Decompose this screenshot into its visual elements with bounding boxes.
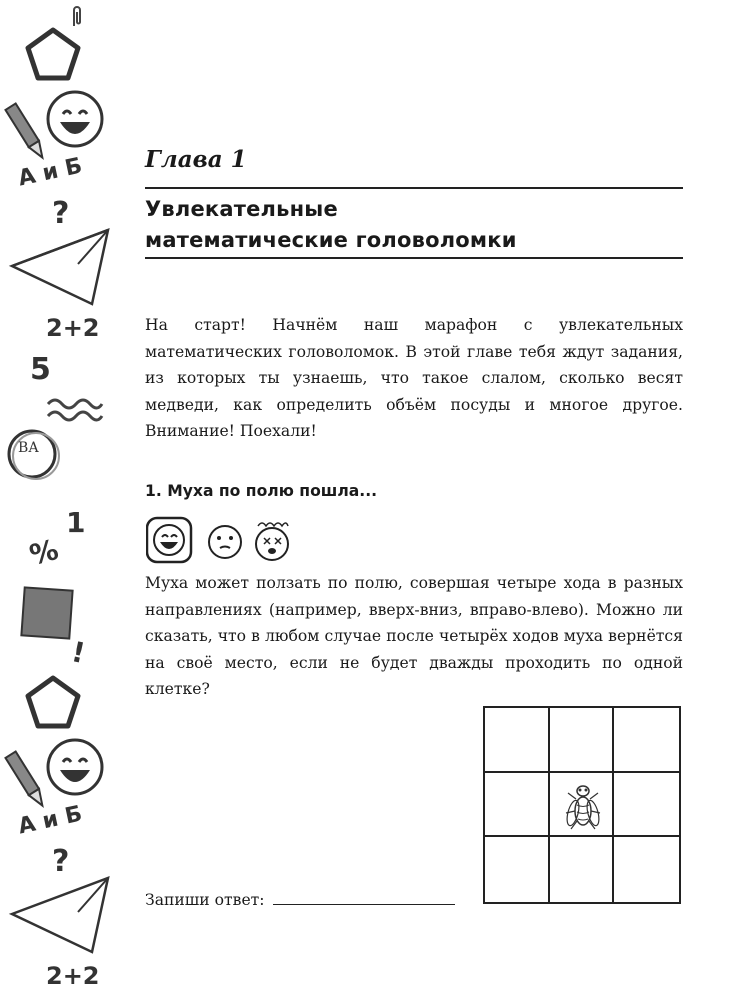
grid-cell xyxy=(485,837,550,902)
grid-cell xyxy=(614,773,679,838)
exclamation-text: ! xyxy=(68,635,89,670)
sum-text-2: 2+2 xyxy=(46,962,100,990)
chapter-title xyxy=(145,194,517,256)
intro-paragraph: На старт! Начнём наш марафон с увлекательных математических головоломок. В этой главе тебя ждут задания, из которых ты узнаешь, что такое слалом, сколько весят медведи, как определить объём посуды и многое другое. Внимание! Поехали! xyxy=(145,316,683,441)
puzzle-grid xyxy=(483,706,681,904)
chapter-title-line2: математические головоломки xyxy=(145,228,517,252)
grid-cell xyxy=(614,708,679,773)
smiley-icon-2 xyxy=(44,736,106,798)
answer-label: Запиши ответ: xyxy=(145,891,265,909)
grid-cell xyxy=(614,837,679,902)
five-text: 5 xyxy=(30,352,51,387)
difficulty-icons xyxy=(146,516,306,568)
smiley-icon xyxy=(44,88,106,150)
question-mark-text-2: ? xyxy=(52,844,70,879)
question-mark-text: ? xyxy=(52,196,70,231)
laughing-face-icon xyxy=(147,518,191,562)
sum-text: 2+2 xyxy=(46,314,100,342)
fly-icon xyxy=(552,775,612,835)
grid-cell xyxy=(485,773,550,838)
triangle-icon-2 xyxy=(8,862,112,956)
heading-rule-bottom xyxy=(145,257,683,259)
letters-ab-text-2: А и Б xyxy=(16,801,85,840)
square-icon xyxy=(18,584,76,642)
grid-cell xyxy=(485,708,550,773)
thinking-face-icon xyxy=(209,526,241,558)
paperclip-icon xyxy=(70,4,84,28)
pentagon-icon xyxy=(24,26,82,82)
heading-rule-top xyxy=(145,187,683,189)
decorative-margin xyxy=(0,0,125,1000)
chapter-label: Глава 1 xyxy=(145,146,247,173)
grid-cell xyxy=(550,837,615,902)
grid-cell-center xyxy=(550,773,615,838)
chapter-title-line1: Увлекательные xyxy=(145,197,338,221)
answer-input-line[interactable] xyxy=(273,888,455,905)
task-text: Муха может ползать по полю, совершая четыре хода в разных направлениях (например, вверх-вниз, вправо-влево). Можно ли сказать, что в любом случае после четырёх ходов муха вернётся на своё место, если не будет дважды проходить по одной клетке? xyxy=(145,574,683,699)
one-text: 1 xyxy=(66,506,86,539)
percent-text: % xyxy=(26,532,62,573)
dizzy-face-icon xyxy=(256,523,288,560)
pentagon-icon-2 xyxy=(24,674,82,730)
task-title: 1. Муха по полю пошла... xyxy=(145,482,378,500)
ba-text: ВА xyxy=(18,440,39,456)
triangle-icon xyxy=(8,214,112,308)
grid-cell xyxy=(550,708,615,773)
letters-ab-text: А и Б xyxy=(16,153,85,192)
answer-row xyxy=(145,888,455,909)
